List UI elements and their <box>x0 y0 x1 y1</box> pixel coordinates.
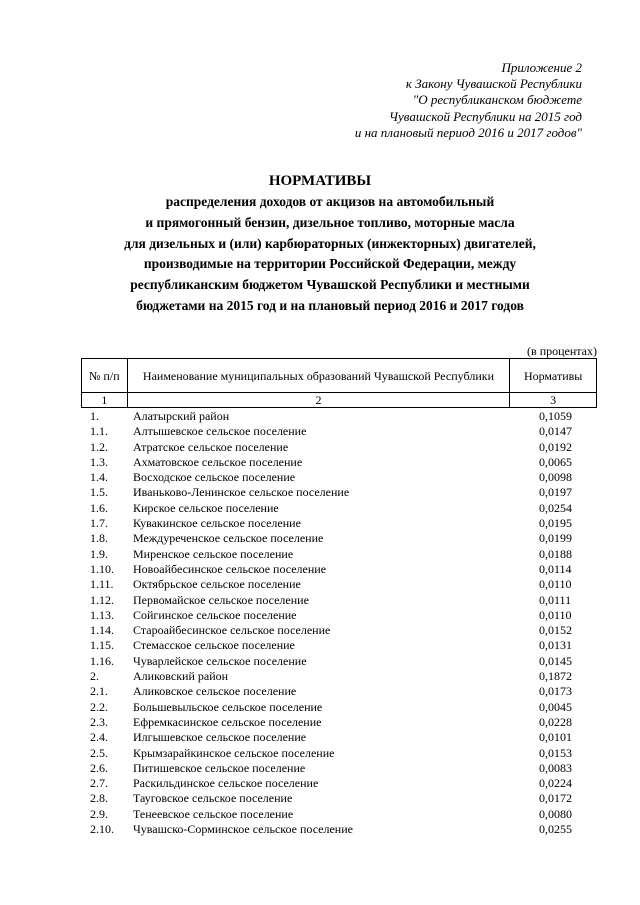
row-value: 0,0131 <box>539 638 572 653</box>
row-value: 0,0224 <box>539 776 572 791</box>
subtitle-line: республиканским бюджетом Чувашской Республики и местными <box>130 277 530 293</box>
row-name: Междуреченское сельское поселение <box>133 531 324 546</box>
row-value: 0,0110 <box>539 607 572 622</box>
row-name: Раскильдинское сельское поселение <box>133 776 319 791</box>
table-row <box>81 684 597 699</box>
row-number: 1.9. <box>90 546 108 561</box>
row-name: Миренское сельское поселение <box>133 546 294 561</box>
header-number: № п/п <box>82 359 128 393</box>
row-name: Чувашско-Сорминское сельское поселение <box>133 822 353 837</box>
row-value: 0,1059 <box>539 409 572 423</box>
row-name: Крымзарайкинское сельское поселение <box>133 745 335 760</box>
table-row <box>81 455 597 470</box>
table-row <box>81 776 597 791</box>
subtitle-line: и прямогонный бензин, дизельное топливо, моторные масла <box>145 214 515 230</box>
row-name: Алатырский район <box>133 409 230 423</box>
appendix-line: к Закону Чувашской Республики <box>405 76 582 92</box>
row-value: 0,0065 <box>539 454 572 469</box>
table-row <box>81 715 597 730</box>
row-value: 0,0114 <box>539 561 572 576</box>
row-name: Алтышевское сельское поселение <box>133 424 307 439</box>
table-row <box>81 746 597 761</box>
row-number: 1.14. <box>90 623 114 638</box>
row-number: 2.7. <box>90 776 108 791</box>
appendix-line: Чувашской Республики на 2015 год <box>389 108 582 124</box>
header-name: Наименование муниципальных образований Чувашской Республики <box>127 359 510 393</box>
row-value: 0,1872 <box>539 669 572 684</box>
row-value: 0,0110 <box>539 577 572 592</box>
row-name: Новоайбесинское сельское поселение <box>133 561 327 576</box>
row-name: Кувакинское сельское поселение <box>133 516 301 531</box>
table-row <box>81 501 597 516</box>
row-name: Атратское сельское поселение <box>133 439 289 454</box>
table-row <box>81 638 597 653</box>
row-number: 2.4. <box>90 730 108 745</box>
row-value: 0,0153 <box>539 745 572 760</box>
row-number: 1.7. <box>90 516 108 531</box>
row-number: 2.3. <box>90 714 108 729</box>
row-name: Кирское сельское поселение <box>133 500 279 515</box>
row-value: 0,0195 <box>539 516 572 531</box>
table-row <box>81 516 597 531</box>
row-value: 0,0152 <box>539 623 572 638</box>
row-name: Ахматовское сельское поселение <box>133 454 303 469</box>
row-value: 0,0080 <box>539 806 572 821</box>
appendix-line: и на плановый период 2016 и 2017 годов" <box>354 124 582 140</box>
row-number: 2.1. <box>90 684 108 699</box>
row-number: 2.8. <box>90 791 108 806</box>
row-name: Староайбесинское сельское поселение <box>133 623 331 638</box>
subtitle-line: для дизельных и (или) карбюраторных (инжекторных) двигателей, <box>124 235 536 251</box>
table-row <box>81 593 597 608</box>
row-number: 1.10. <box>90 561 114 576</box>
row-value: 0,0172 <box>539 791 572 806</box>
row-name: Илгышевское сельское поселение <box>133 730 307 745</box>
row-value: 0,0145 <box>539 653 572 668</box>
table-row <box>81 807 597 822</box>
table-row <box>81 485 597 500</box>
header-value: Нормативы <box>510 359 597 393</box>
table-row <box>81 700 597 715</box>
column-number: 1 <box>82 393 128 408</box>
row-value: 0,0083 <box>539 760 572 775</box>
row-value: 0,0045 <box>539 699 572 714</box>
row-value: 0,0111 <box>539 592 572 607</box>
table-header <box>81 358 597 408</box>
row-number: 1.12. <box>90 592 114 607</box>
table-row <box>81 424 597 439</box>
row-name: Иваньково-Ленинское сельское поселение <box>133 485 350 500</box>
appendix-line: "О республиканском бюджете <box>412 92 582 108</box>
column-number: 3 <box>510 393 597 408</box>
row-name: Первомайское сельское поселение <box>133 592 309 607</box>
row-value: 0,0192 <box>539 439 572 454</box>
table-row <box>81 562 597 577</box>
row-number: 1.5. <box>90 485 108 500</box>
table-row <box>81 654 597 669</box>
row-number: 2.9. <box>90 806 108 821</box>
row-name: Чуварлейское сельское поселение <box>133 653 307 668</box>
row-value: 0,0228 <box>539 714 572 729</box>
row-name: Тенеевское сельское поселение <box>133 806 294 821</box>
table-row <box>81 470 597 485</box>
table-row <box>81 791 597 806</box>
column-number: 2 <box>127 393 510 408</box>
row-number: 1.15. <box>90 638 114 653</box>
unit-label: (в процентах) <box>527 344 597 358</box>
table-row <box>81 730 597 745</box>
row-number: 1.4. <box>90 470 108 485</box>
table-row <box>81 409 597 424</box>
table-row <box>81 577 597 592</box>
row-name: Восходское сельское поселение <box>133 470 296 485</box>
table-row <box>81 822 597 837</box>
subtitle-line: производимые на территории Российской Федерации, между <box>143 256 517 272</box>
row-number: 2. <box>90 669 99 684</box>
row-value: 0,0199 <box>539 531 572 546</box>
appendix-line: Приложение 2 <box>501 60 582 75</box>
row-number: 2.2. <box>90 699 108 714</box>
row-number: 1.13. <box>90 607 114 622</box>
table-row <box>81 547 597 562</box>
row-number: 2.6. <box>90 760 108 775</box>
row-name: Аликовский район <box>133 669 229 684</box>
table-body <box>81 409 597 837</box>
row-name: Большевыльское сельское поселение <box>133 699 323 714</box>
table-row <box>81 608 597 623</box>
subtitle-line: распределения доходов от акцизов на автомобильный <box>165 194 495 209</box>
row-name: Октябрьское сельское поселение <box>133 577 301 592</box>
table-row <box>81 669 597 684</box>
row-value: 0,0188 <box>539 546 572 561</box>
row-name: Аликовское сельское поселение <box>133 684 297 699</box>
row-name: Тауговское сельское поселение <box>133 791 293 806</box>
row-name: Стемасское сельское поселение <box>133 638 295 653</box>
row-number: 1.8. <box>90 531 108 546</box>
row-value: 0,0098 <box>539 470 572 485</box>
table-row <box>81 440 597 455</box>
row-number: 1.16. <box>90 653 114 668</box>
row-name: Сойгинское сельское поселение <box>133 607 297 622</box>
subtitle-line: бюджетами на 2015 год и на плановый период 2016 и 2017 годов <box>136 297 524 313</box>
document-title: НОРМАТИВЫ <box>268 173 372 189</box>
row-name: Ефремкасинское сельское поселение <box>133 714 322 729</box>
row-number: 1. <box>90 409 99 423</box>
row-number: 1.1. <box>90 424 108 439</box>
row-value: 0,0101 <box>539 730 572 745</box>
row-number: 1.2. <box>90 439 108 454</box>
table-row <box>81 761 597 776</box>
row-value: 0,0173 <box>539 684 572 699</box>
row-number: 2.10. <box>90 822 114 837</box>
document-subtitle <box>60 192 600 317</box>
table-row <box>81 623 597 638</box>
row-number: 1.6. <box>90 500 108 515</box>
row-number: 2.5. <box>90 745 108 760</box>
row-value: 0,0254 <box>539 500 572 515</box>
row-value: 0,0255 <box>539 822 572 837</box>
row-name: Питишевское сельское поселение <box>133 760 306 775</box>
appendix-block <box>355 60 582 141</box>
row-value: 0,0197 <box>539 485 572 500</box>
table-row <box>81 531 597 546</box>
row-value: 0,0147 <box>539 424 572 439</box>
row-number: 1.3. <box>90 454 108 469</box>
row-number: 1.11. <box>90 577 114 592</box>
